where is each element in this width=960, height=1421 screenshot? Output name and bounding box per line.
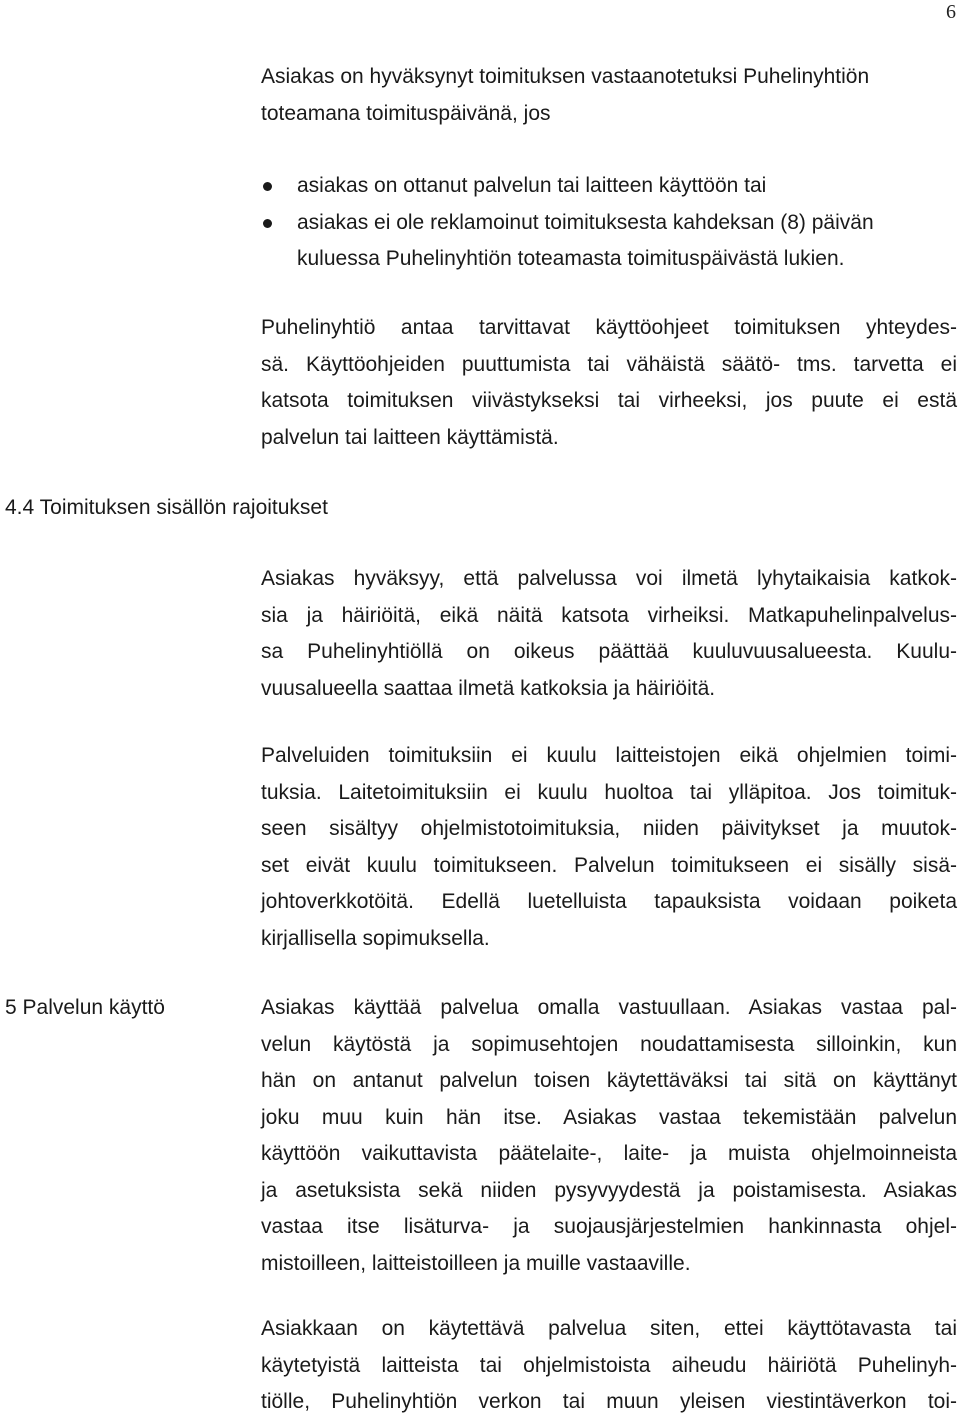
text-line: Asiakas käyttää palvelua omalla vastuullaan. Asiakas vastaa pal- — [261, 996, 957, 1019]
text-line: hän on antanut palvelun toisen käytettäväksi tai sitä on käyttänyt — [261, 1069, 957, 1092]
text-line: sa Puhelinyhtiöllä on oikeus päättää kuuluvuusalueesta. Kuulu- — [261, 640, 957, 663]
text-line: katsota toimituksen viivästykseksi tai virheeksi, jos puute ei estä — [261, 389, 957, 412]
text-line: vuusalueella saattaa ilmetä katkoksia ja häiriöitä. — [261, 676, 716, 700]
text-line: johtoverkkotöitä. Edellä luetelluista tapauksista voidaan poiketa — [261, 890, 957, 913]
text-line: seen sisältyy ohjelmistotoimituksia, niiden päivitykset ja muutok- — [261, 817, 957, 840]
text-line: toteamana toimituspäivänä, jos — [261, 101, 551, 125]
text-line: set eivät kuulu toimitukseen. Palvelun toimitukseen ei sisälly sisä- — [261, 853, 957, 877]
text-line: Palveluiden toimituksiin ei kuulu laitteistojen eikä ohjelmien toimi- — [261, 744, 957, 767]
section-4-4-paragraph-1 — [261, 561, 957, 707]
instructions-paragraph — [261, 310, 957, 456]
text-line: kirjallisella sopimuksella. — [261, 926, 490, 950]
text-line: kuluessa Puhelinyhtiön toteamasta toimituspäivästä lukien. — [297, 247, 845, 270]
intro-paragraph — [261, 59, 957, 132]
bullet-icon — [263, 219, 272, 228]
bullet-icon — [263, 182, 272, 191]
section-heading-5: 5 Palvelun käyttö — [5, 996, 165, 1019]
section-5-paragraph-2 — [261, 1311, 957, 1421]
text-line: velun käytöstä ja sopimusehtojen noudattamisesta silloinkin, kun — [261, 1032, 957, 1056]
text-line: Asiakas hyväksyy, että palvelussa voi ilmetä lyhytaikaisia katkok- — [261, 567, 957, 590]
text-line: käyttöön vaikuttavista päätelaite-, laite- ja muista ohjelmoinneista — [261, 1142, 957, 1165]
section-heading-4-4: 4.4 Toimituksen sisällön rajoitukset — [5, 496, 328, 519]
text-line: tiölle, Puhelinyhtiön verkon tai muun yleisen viestintäverkon toi- — [261, 1390, 957, 1413]
section-4-4-paragraph-2 — [261, 738, 957, 957]
list-item — [261, 205, 957, 278]
list-item — [261, 168, 957, 205]
text-line: asiakas on ottanut palvelun tai laitteen käyttöön tai — [297, 174, 767, 197]
text-line: vastaa itse lisäturva- ja suojausjärjestelmien hankinnasta ohjel- — [261, 1215, 957, 1238]
text-line: Asiakkaan on käytettävä palvelua siten, ettei käyttötavasta tai — [261, 1317, 957, 1340]
text-line: mistoilleen, laitteistoilleen ja muille vastaaville. — [261, 1251, 691, 1275]
condition-list — [261, 168, 957, 278]
text-line: asiakas ei ole reklamoinut toimituksesta kahdeksan (8) päivän — [297, 210, 874, 234]
section-5-paragraph-1 — [261, 990, 957, 1282]
text-line: käytetyistä laitteista tai ohjelmistoista aiheudu häiriötä Puhelinyh- — [261, 1353, 957, 1377]
text-line: sä. Käyttöohjeiden puuttumista tai vähäistä säätö- tms. tarvetta ei — [261, 352, 957, 376]
text-line: ja asetuksista sekä niiden pysyvyydestä ja poistamisesta. Asiakas — [261, 1178, 957, 1202]
text-line: joku muu kuin hän itse. Asiakas vastaa tekemistään palvelun — [261, 1105, 957, 1129]
page-number: 6 — [946, 1, 956, 23]
text-line: Asiakas on hyväksynyt toimituksen vastaanotetuksi Puhelinyhtiön — [261, 65, 870, 88]
text-line: palvelun tai laitteen käyttämistä. — [261, 425, 559, 449]
text-line: tuksia. Laitetoimituksiin ei kuulu huoltoa tai ylläpitoa. Jos toimituk- — [261, 780, 957, 804]
text-line: sia ja häiriöitä, eikä näitä katsota virheiksi. Matkapuhelinpalvelus- — [261, 603, 957, 627]
text-line: Puhelinyhtiö antaa tarvittavat käyttöohjeet toimituksen yhteydes- — [261, 316, 957, 339]
